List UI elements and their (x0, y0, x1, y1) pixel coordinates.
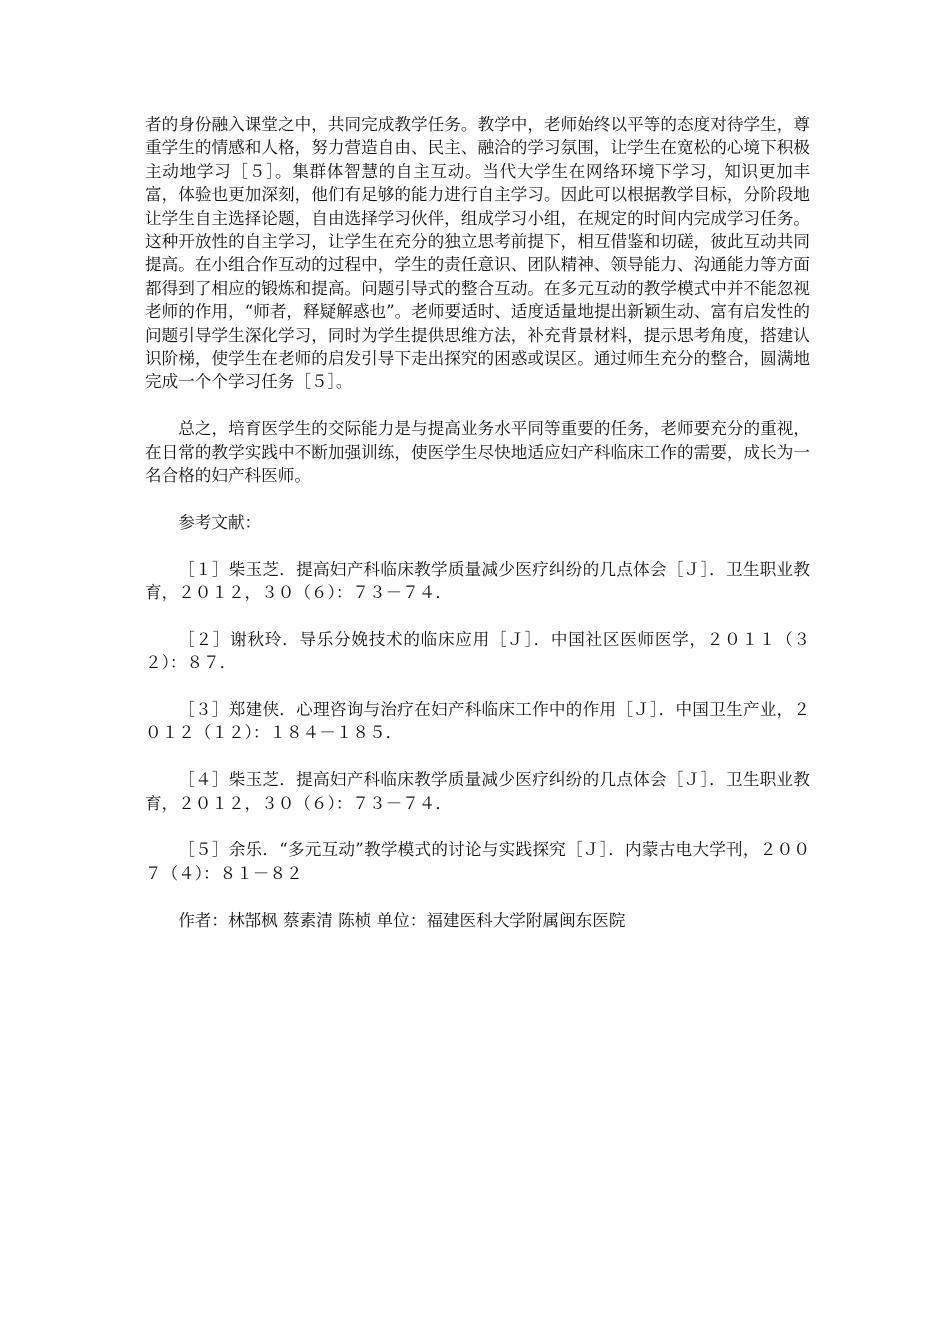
reference-item-3: ［３］郑建侠．心理咨询与治疗在妇产科临床工作中的作用［Ｊ］．中国卫生产业，２０１２（１２）：１８４－１８５． (145, 700, 810, 743)
reference-item-2: ［２］谢秋玲．导乐分娩技术的临床应用［Ｊ］．中国社区医师医学，２０１１（３２）：８７． (145, 629, 810, 673)
reference-item-1: ［１］柴玉芝．提高妇产科临床教学质量减少医疗纠纷的几点体会［Ｊ］．卫生职业教育，２０１２，３０（６）：７３－７４． (145, 559, 810, 603)
reference-item-5: ［５］余乐．“多元互动”教学模式的讨论与实践探究［Ｊ］．内蒙古电大学刊，２００７（４）：８１－８２ (145, 840, 810, 883)
body-paragraph-continuation: 者的身份融入课堂之中，共同完成教学任务。教学中，老师始终以平等的态度对待学生，尊重学生的情感和人格，努力营造自由、民主、融洽的学习氛围，让学生在宽松的心境下积极主动地学习［５］。集群体智慧的自主互动。当代大学生在网络环境下学习，知识更加丰富，体验也更加深刻，他们有足够的能力进行自主学习。因此可以根据教学目标，分阶段地让学生自主选择论题，自由选择学习伙伴，组成学习小组，在规定的时间内完成学习任务。这种开放性的自主学习，让学生在充分的独立思考前提下，相互借鉴和切磋，彼此互动共同提高。在小组合作互动的过程中，学生的责任意识、团队精神、领导能力、沟通能力等方面都得到了相应的锻炼和提高。问题引导式的整合互动。在多元互动的教学模式中并不能忽视老师的作用，“师者，释疑解惑也”。老师要适时、适度适量地提出新颖生动、富有启发性的问题引导学生深化学习，同时为学生提供思维方法，补充背景材料，提示思考角度，搭建认识阶梯，使学生在老师的启发引导下走出探究的困惑或误区。通过师生充分的整合，圆满地完成一个个学习任务［５］。 (145, 115, 810, 392)
references-heading: 参考文献： (178, 512, 262, 532)
body-paragraph-conclusion: 总之，培育医学生的交际能力是与提高业务水平同等重要的任务，老师要充分的重视，在日常的教学实践中不断加强训练，使医学生尽快地适应妇产科临床工作的需要，成长为一名合格的妇产科医师。 (145, 419, 810, 486)
document-page (145, 113, 810, 955)
author-affiliation: 作者：林郜枫 蔡素清 陈桢 单位：福建医科大学附属闽东医院 (178, 910, 626, 930)
reference-item-4: ［４］柴玉芝．提高妇产科临床教学质量减少医疗纠纷的几点体会［Ｊ］．卫生职业教育，２０１２，３０（６）：７３－７４． (145, 770, 810, 813)
